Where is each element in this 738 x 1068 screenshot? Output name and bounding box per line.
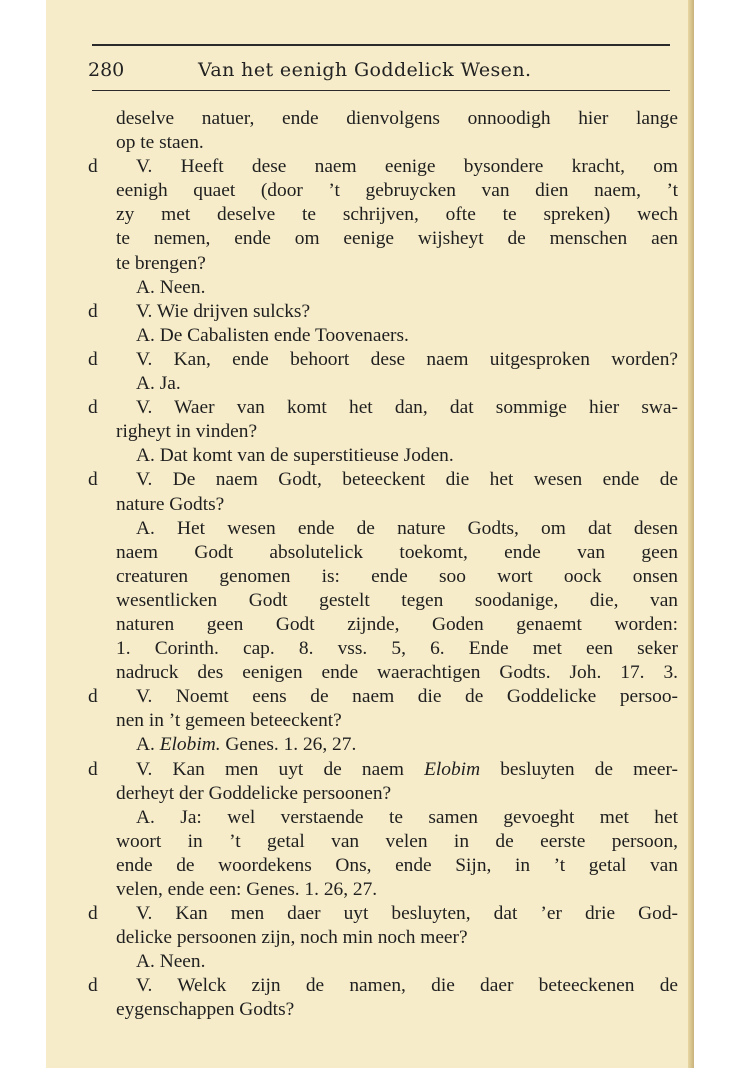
line-segment: velen, ende een: Genes. 1. 26, 27. (116, 879, 378, 900)
line-text (88, 517, 678, 541)
text-line (88, 517, 678, 541)
text-line (88, 733, 678, 757)
line-segment: A. Ja. (136, 373, 181, 395)
page-edge (688, 0, 694, 1068)
line-segment: ende de woordekens Ons, ende Sijn, in ’t getal van (116, 854, 678, 876)
line-segment: A. Dat komt van de superstitieuse Joden. (136, 445, 454, 467)
line-text (88, 998, 678, 1022)
text-line (88, 468, 678, 492)
line-text (88, 830, 678, 854)
margin-marker: d (88, 348, 98, 370)
line-segment: te brengen? (116, 252, 206, 274)
line-text (88, 203, 678, 227)
line-segment: naem Godt absolutelick toekomt, ende van geen (116, 541, 678, 563)
line-segment: V. Welck zijn de namen, die daer beteeckenen de (136, 975, 678, 997)
line-segment: A. Het wesen ende de nature Godts, om dat desen (136, 517, 678, 539)
text-line (88, 661, 678, 685)
text-line (88, 565, 678, 589)
line-segment: zy met deselve te schrijven, ofte te spreken) wech (116, 204, 678, 226)
running-title: Van het eenigh Goddelick Wesen. (198, 59, 532, 81)
line-segment: V. Noemt eens de naem die de Goddelicke persoo- (136, 686, 678, 708)
line-text (88, 565, 678, 589)
margin-marker: d (88, 397, 98, 419)
text-line (88, 155, 678, 179)
line-text (88, 661, 678, 685)
text-line (88, 131, 678, 155)
line-text (88, 878, 678, 902)
line-text (88, 227, 678, 251)
line-text (88, 950, 678, 974)
text-line (88, 493, 678, 517)
line-segment: A. Ja: wel verstaende te samen gevoeght met het (136, 806, 678, 828)
line-segment: nature Godts? (116, 493, 225, 515)
text-line (88, 854, 678, 878)
text-line (88, 974, 678, 998)
margin-marker: d (88, 469, 98, 491)
line-segment: creaturen genomen is: ende soo wort oock onsen (116, 565, 678, 587)
line-segment: eenigh quaet (door ’t gebruycken van dien naem, ’t (116, 180, 678, 202)
text-line (88, 541, 678, 565)
line-segment: A. De Cabalisten ende Toovenaers. (136, 324, 409, 346)
text-line (88, 324, 678, 348)
line-text (88, 300, 678, 324)
text-line (88, 276, 678, 300)
line-segment: woort in ’t getal van velen in de eerste persoon, (116, 830, 678, 852)
text-line (88, 758, 678, 782)
text-line (88, 806, 678, 830)
header-rule-bottom (92, 90, 670, 91)
line-text (88, 854, 678, 878)
line-segment: A. (136, 734, 160, 756)
line-text (88, 758, 678, 782)
text-line (88, 203, 678, 227)
page-number: 280 (88, 59, 125, 81)
line-segment: te nemen, ende om eenige wijsheyt de menschen aen (116, 228, 678, 250)
line-text (88, 541, 678, 565)
line-text (88, 782, 678, 806)
italic-term: Elobim. (159, 734, 221, 756)
line-segment: righeyt in vinden? (116, 421, 258, 443)
text-line (88, 782, 678, 806)
text-line (88, 372, 678, 396)
text-line (88, 830, 678, 854)
text-line (88, 709, 678, 733)
text-line (88, 878, 678, 902)
line-segment: deselve natuer, ende dienvolgens onnoodigh hier lange (116, 108, 678, 129)
line-text (88, 348, 678, 372)
line-text (88, 444, 678, 468)
text-line (88, 950, 678, 974)
margin-marker: d (88, 975, 98, 997)
line-text (88, 926, 678, 950)
text-line (88, 252, 678, 276)
line-text (88, 806, 678, 830)
line-segment: V. Waer van komt het dan, dat sommige hier swa- (136, 397, 678, 419)
text-line (88, 179, 678, 203)
header-rule-top (92, 44, 670, 46)
text-line (88, 300, 678, 324)
line-text (88, 131, 678, 155)
line-segment: naturen geen Godt zijnde, Goden genaemt worden: (116, 613, 678, 635)
margin-marker: d (88, 903, 98, 925)
text-line (88, 420, 678, 444)
line-text (88, 974, 678, 998)
line-text (88, 589, 678, 613)
line-text (88, 493, 678, 517)
text-line (88, 444, 678, 468)
line-segment: derheyt der Goddelicke persoonen? (116, 782, 392, 804)
line-segment: V. De naem Godt, beteeckent die het wesen ende de (136, 469, 678, 491)
text-line (88, 998, 678, 1022)
line-text (88, 372, 678, 396)
line-text (88, 107, 678, 131)
line-text (88, 902, 678, 926)
line-text (88, 155, 678, 179)
line-text (88, 685, 678, 709)
text-line (88, 685, 678, 709)
line-segment: delicke persoonen zijn, noch min noch meer? (116, 927, 468, 949)
margin-marker: d (88, 300, 98, 322)
line-segment: V. Kan, ende behoort dese naem uitgesproken worden? (136, 348, 678, 370)
line-segment: eygenschappen Godts? (116, 999, 295, 1021)
text-line (88, 613, 678, 637)
text-line (88, 348, 678, 372)
line-text (88, 709, 678, 733)
line-text (88, 276, 678, 300)
line-segment: V. Heeft dese naem eenige bysondere kracht, om (136, 156, 678, 178)
line-segment: 1. Corinth. cap. 8. vss. 5, 6. Ende met een seker (116, 638, 678, 660)
body-text (88, 107, 678, 1023)
line-text (88, 420, 678, 444)
margin-marker: d (88, 156, 98, 178)
italic-term: Elobim (424, 758, 481, 780)
line-segment: V. Kan men daer uyt besluyten, dat ’er drie God- (136, 903, 678, 925)
line-text (88, 324, 678, 348)
line-segment: V. Kan men uyt de naem (136, 758, 425, 780)
margin-marker: d (88, 686, 98, 708)
line-text (88, 613, 678, 637)
line-text (88, 396, 678, 420)
text-line (88, 227, 678, 251)
line-segment: besluyten de meer- (480, 758, 678, 780)
line-segment: op te staen. (116, 132, 204, 154)
text-line (88, 926, 678, 950)
line-text (88, 637, 678, 661)
text-line (88, 396, 678, 420)
line-segment: nadruck des eenigen ende waerachtigen Godts. Joh. 17. 3. (116, 662, 678, 684)
line-segment: nen in ’t gemeen beteeckent? (116, 710, 342, 732)
text-line (88, 107, 678, 131)
line-text (88, 468, 678, 492)
line-text (88, 179, 678, 203)
line-segment: wesentlicken Godt gestelt tegen soodanige, die, van (116, 589, 678, 611)
line-text (88, 733, 678, 757)
text-line (88, 637, 678, 661)
margin-marker: d (88, 758, 98, 780)
text-line (88, 589, 678, 613)
line-segment: A. Neen. (136, 951, 206, 973)
text-line (88, 902, 678, 926)
line-text (88, 252, 678, 276)
line-segment: Genes. 1. 26, 27. (220, 734, 357, 756)
line-segment: A. Neen. (136, 276, 206, 298)
line-segment: V. Wie drijven sulcks? (136, 300, 311, 322)
